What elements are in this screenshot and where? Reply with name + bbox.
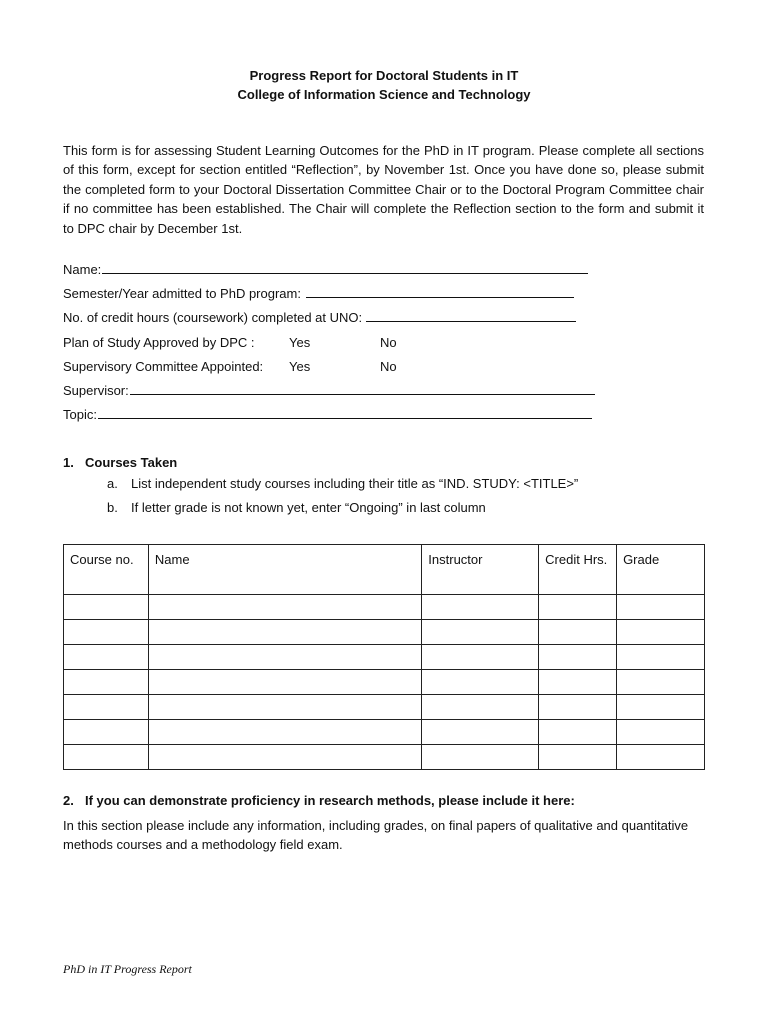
topic-label: Topic: [63,407,97,423]
column-header-name: Name [148,545,421,595]
committee-no-option[interactable]: No [380,358,397,374]
section-1-number: 1. [63,455,74,470]
section-2-heading [63,792,704,810]
title-line-2: College of Information Science and Technology [237,87,531,102]
committee-appointed-field [63,358,704,382]
table-row [64,620,705,645]
section-1-heading [63,454,578,472]
table-cell[interactable] [148,620,421,645]
table-header-row [64,545,705,595]
table-cell[interactable] [617,620,705,645]
table-row [64,745,705,770]
table-cell[interactable] [539,645,617,670]
table-row [64,645,705,670]
student-info-fields [63,261,704,430]
supervisor-blank-line[interactable] [130,382,595,395]
table-cell[interactable] [422,745,539,770]
name-blank-line[interactable] [102,261,588,274]
plan-yes-option[interactable]: Yes [289,334,311,350]
item-a-letter: a. [107,476,118,491]
table-cell[interactable] [422,595,539,620]
table-cell[interactable] [617,695,705,720]
credit-hours-label: No. of credit hours (coursework) completed at UNO: [63,310,363,326]
name-label: Name: [63,262,102,277]
table-cell[interactable] [617,645,705,670]
item-a-text: List independent study courses including their title as “IND. STUDY: <TITLE>” [131,476,579,491]
table-row [64,720,705,745]
table-cell[interactable] [539,595,617,620]
plan-no-option[interactable]: No [380,334,397,350]
semester-blank-line[interactable] [306,285,574,298]
table-cell[interactable] [422,720,539,745]
semester-label: Semester/Year admitted to PhD program: [63,286,301,302]
credit-hours-field[interactable] [63,309,704,333]
table-cell[interactable] [64,620,149,645]
table-cell[interactable] [64,595,149,620]
column-header-instructor: Instructor [422,545,539,595]
table-cell[interactable] [422,620,539,645]
table-cell[interactable] [422,695,539,720]
table-cell[interactable] [148,670,421,695]
table-cell[interactable] [617,595,705,620]
table-cell[interactable] [539,670,617,695]
plan-approved-field [63,334,704,358]
section-1-title: Courses Taken [85,455,178,470]
table-cell[interactable] [148,695,421,720]
table-row [64,670,705,695]
table-cell[interactable] [422,670,539,695]
column-header-credit-hrs: Credit Hrs. [539,545,617,595]
table-cell[interactable] [148,745,421,770]
table-cell[interactable] [617,670,705,695]
section-2-title: If you can demonstrate proficiency in research methods, please include it here: [85,793,575,808]
semester-field[interactable] [63,285,704,309]
table-cell[interactable] [539,745,617,770]
committee-yes-option[interactable]: Yes [289,358,311,374]
section-research-methods [63,792,704,854]
column-header-grade: Grade [617,545,705,595]
column-header-course-no: Course no. [64,545,149,595]
topic-blank-line[interactable] [98,406,592,419]
table-cell[interactable] [617,720,705,745]
table-cell[interactable] [64,745,149,770]
plan-approved-label: Plan of Study Approved by DPC : [63,334,255,350]
table-cell[interactable] [422,645,539,670]
table-cell[interactable] [148,720,421,745]
section-2-number: 2. [63,793,74,808]
credit-hours-blank-line[interactable] [366,309,576,322]
item-b-letter: b. [107,500,118,515]
instruction-item-a [107,472,578,496]
table-cell[interactable] [617,745,705,770]
supervisor-label: Supervisor: [63,382,129,398]
courses-table [63,544,705,770]
table-cell[interactable] [64,645,149,670]
table-cell[interactable] [64,695,149,720]
table-cell[interactable] [148,595,421,620]
supervisor-field[interactable] [63,382,704,406]
table-cell[interactable] [539,620,617,645]
page-footer: PhD in IT Progress Report [63,962,192,976]
table-row [64,695,705,720]
item-b-text: If letter grade is not known yet, enter “Ongoing” in last column [131,500,486,515]
title-line-1: Progress Report for Doctoral Students in IT [249,68,519,83]
committee-appointed-label: Supervisory Committee Appointed: [63,358,264,374]
name-field[interactable] [63,261,704,285]
table-row [64,595,705,620]
table-cell[interactable] [539,695,617,720]
intro-paragraph: This form is for assessing Student Learning Outcomes for the PhD in IT program. Please complete all sections of this form, except for section entitled “Reflection”, by November 1st. Once you have done so, please submit the completed form to your Doctoral Dissertation Committee Chair or to the Doctoral Program Committee chair if no committee has been established. The Chair will complete the Reflection section to the form and submit it to DPC chair by December 1st. [63,143,704,236]
instruction-item-b [107,496,578,520]
section-courses-taken [63,454,578,520]
table-cell[interactable] [64,670,149,695]
topic-field[interactable] [63,406,704,430]
table-cell[interactable] [148,645,421,670]
document-title [0,66,768,104]
table-cell[interactable] [64,720,149,745]
table-cell[interactable] [539,720,617,745]
section-2-body: In this section please include any information, including grades, on final papers of qualitative and quantitative methods courses and a methodology field exam. [63,818,689,852]
